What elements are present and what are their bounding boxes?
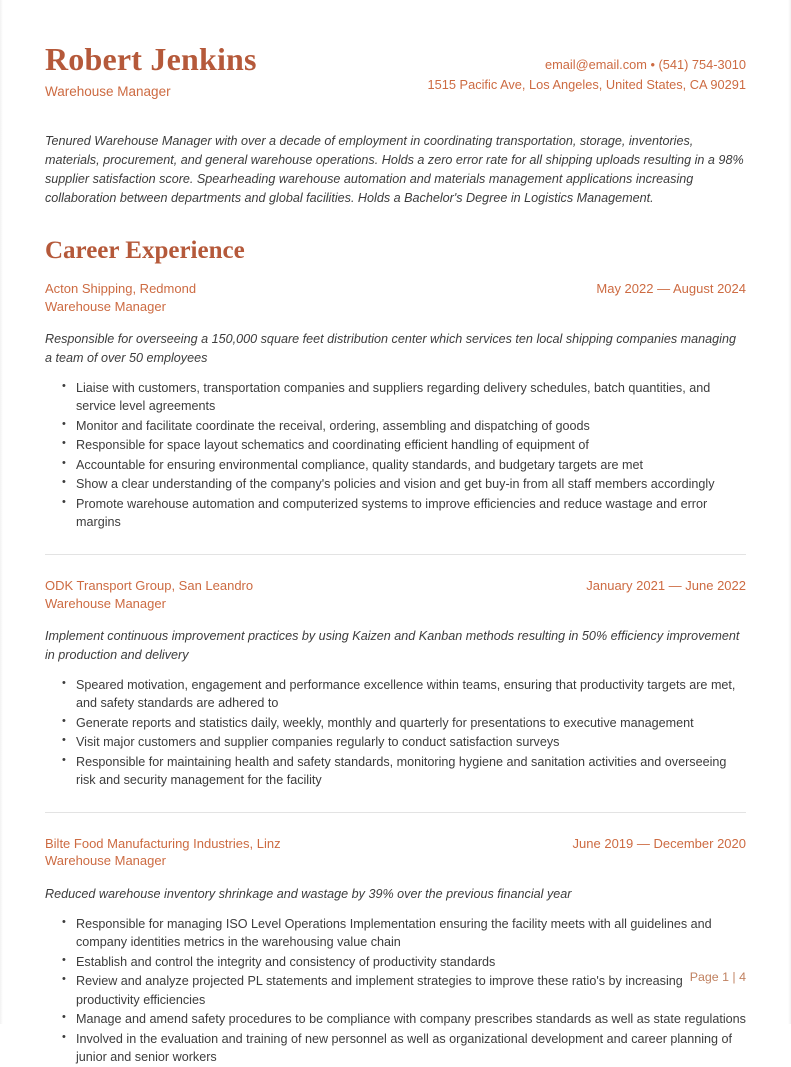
job-position: Warehouse Manager bbox=[45, 595, 166, 611]
job-intro: Implement continuous improvement practices by using Kaizen and Kanban methods resulting in 50% efficiency improvement in production and delivery bbox=[45, 629, 740, 662]
job-bullet-list bbox=[45, 676, 746, 790]
candidate-role-title: Warehouse Manager bbox=[45, 83, 171, 99]
job-bullet: • Responsible for maintaining health and safety standards, monitoring hygiene and sanitation activities and overseeing risk and security management for the facility bbox=[62, 753, 746, 790]
job-dates: May 2022 — August 2024 bbox=[596, 281, 746, 297]
job-header bbox=[45, 835, 746, 870]
job-bullet: • Speared motivation, engagement and performance excellence within teams, ensuring that productivity targets are met, and safety standards are adhered to bbox=[62, 676, 746, 713]
job-bullet: • Accountable for ensuring environmental compliance, quality standards, and budgetary targets are met bbox=[62, 456, 746, 475]
job-company: Acton Shipping, Redmond bbox=[45, 281, 197, 297]
page-indicator: Page 1 | 4 bbox=[689, 970, 746, 984]
job-bullet: • Establish and control the integrity and consistency of productivity standards bbox=[62, 953, 746, 972]
job-entry bbox=[45, 278, 746, 532]
professional-summary: Tenured Warehouse Manager with over a decade of employment in coordinating transportation, storage, inventories, materials, procurement, and general warehouse operations. Holds a zero error rate for all shipping uploads resulting in a 98% supplier satisfaction score. Spearheading warehouse automation and materials management applications increasing collaboration between departments and global facilities. Holds a Bachelor's Degree in Logistics Management. bbox=[45, 134, 744, 206]
job-intro: Responsible for overseeing a 150,000 square feet distribution center which services ten local shipping companies managing a team of over 50 employees bbox=[45, 332, 736, 366]
job-company: ODK Transport Group, San Leandro bbox=[45, 577, 254, 593]
job-identity bbox=[45, 835, 573, 870]
job-bullet: • Liaise with customers, transportation companies and suppliers regarding delivery schedules, batch quantities, and service level agreements bbox=[62, 379, 746, 416]
job-bullet-list bbox=[45, 379, 746, 532]
job-intro: Reduced warehouse inventory shrinkage and wastage by 39% over the previous financial year bbox=[45, 886, 572, 901]
job-divider bbox=[45, 554, 746, 555]
job-bullet: • Promote warehouse automation and computerized systems to improve efficiencies and reduce wastage and error margins bbox=[62, 495, 746, 532]
job-position: Warehouse Manager bbox=[45, 298, 166, 314]
job-bullet-list bbox=[45, 915, 746, 1067]
job-bullet: • Generate reports and statistics daily, weekly, monthly and quarterly for presentations to executive management bbox=[62, 714, 746, 733]
job-divider bbox=[45, 812, 746, 813]
job-bullet: • Review and analyze projected PL statements and implement strategies to improve these ratio's by increasing productivity efficiencies bbox=[62, 972, 746, 1009]
job-identity bbox=[45, 577, 586, 612]
job-position: Warehouse Manager bbox=[45, 853, 166, 869]
job-header bbox=[45, 577, 746, 612]
job-bullet: • Manage and amend safety procedures to be compliance with company prescribes standards as well as state regulations bbox=[62, 1010, 746, 1029]
job-bullet: • Monitor and facilitate coordinate the receival, ordering, assembling and dispatching of goods bbox=[62, 417, 746, 436]
job-bullet: • Responsible for space layout schematics and coordinating efficient handling of equipment of bbox=[62, 436, 746, 455]
job-entry bbox=[45, 833, 746, 1067]
candidate-name: Robert Jenkins bbox=[45, 41, 257, 77]
section-career-experience bbox=[45, 237, 746, 1067]
job-dates: June 2019 — December 2020 bbox=[572, 835, 746, 851]
resume-header bbox=[45, 0, 746, 100]
job-entry bbox=[45, 575, 746, 790]
job-company: Bilte Food Manufacturing Industries, Linz bbox=[45, 835, 281, 851]
job-bullet: • Responsible for managing ISO Level Operations Implementation ensuring the facility meets with all guidelines and company identities metrics in the warehousing value chain bbox=[62, 915, 746, 952]
job-identity bbox=[45, 280, 596, 315]
contact-email-phone[interactable]: email@email.com • (541) 754-3010 bbox=[545, 57, 746, 72]
section-heading: Career Experience bbox=[45, 236, 245, 264]
job-bullet: • Involved in the evaluation and training of new personnel as well as organizational development and career planning of junior and senior workers bbox=[62, 1030, 746, 1067]
job-bullet: • Show a clear understanding of the company's policies and vision and get buy-in from all staff members accordingly bbox=[62, 475, 746, 494]
contact-address: 1515 Pacific Ave, Los Angeles, United States, CA 90291 bbox=[427, 76, 746, 92]
identity-block bbox=[45, 42, 257, 100]
job-dates: January 2021 — June 2022 bbox=[586, 577, 746, 593]
contact-block bbox=[428, 42, 746, 95]
job-header bbox=[45, 280, 746, 315]
job-bullet: • Visit major customers and supplier companies regularly to conduct satisfaction surveys bbox=[62, 733, 746, 752]
